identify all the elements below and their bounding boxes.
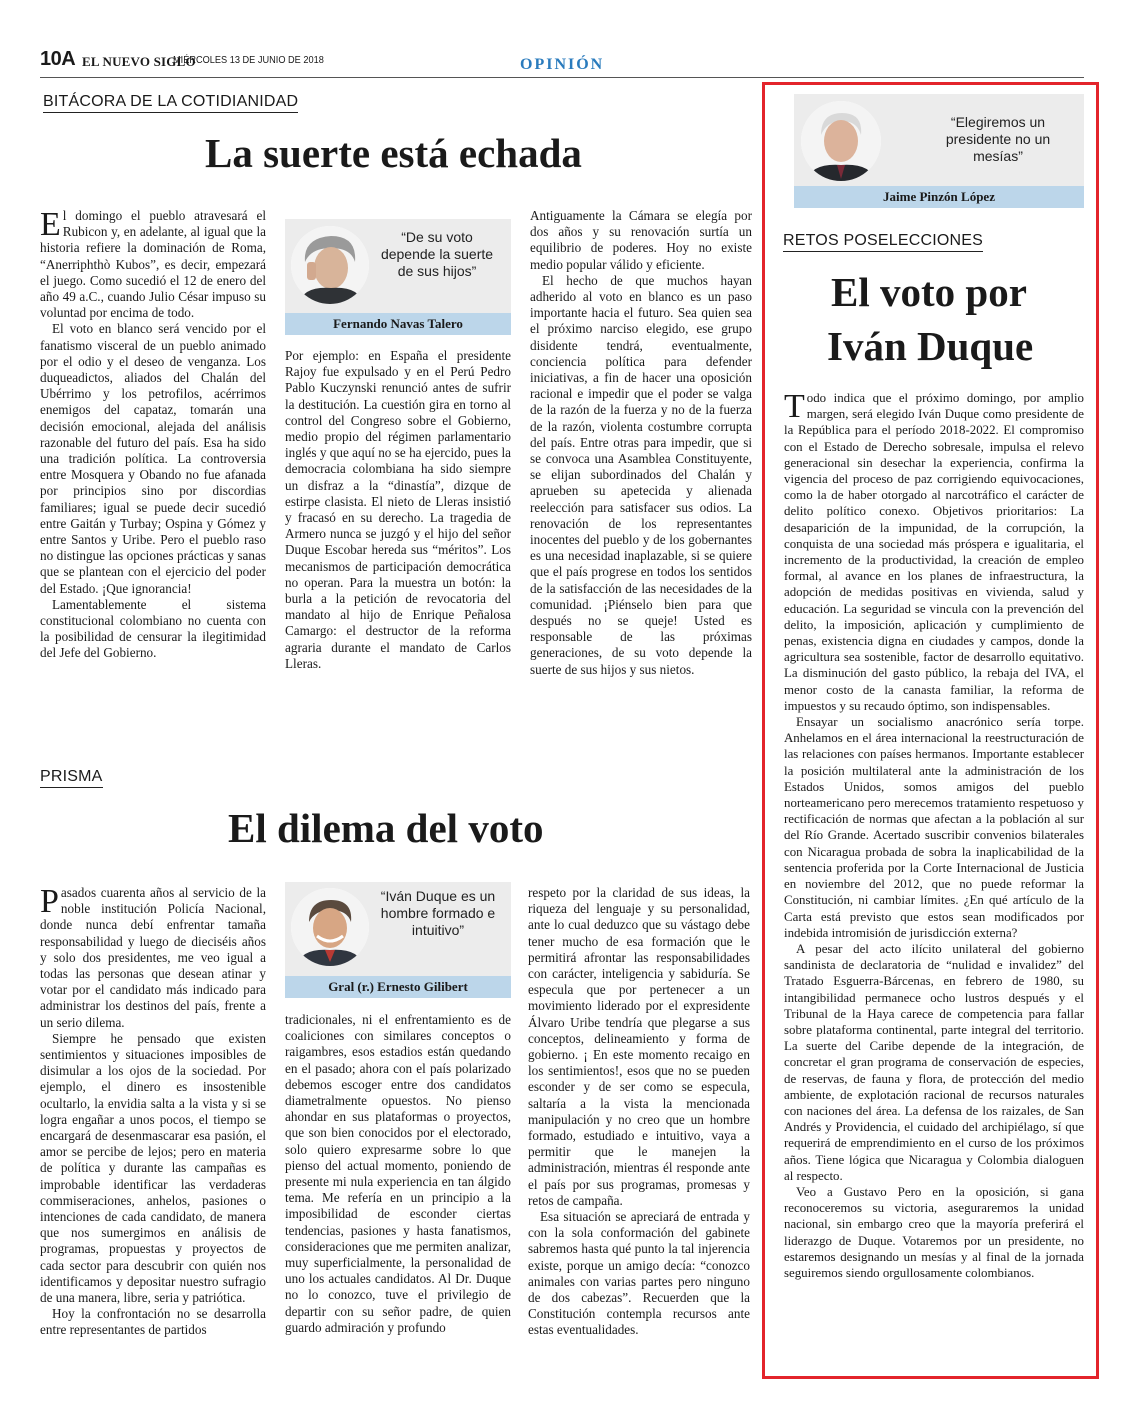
author-photo-icon xyxy=(291,226,369,304)
author-photo-icon xyxy=(801,101,881,181)
pull-quote: “Elegiremos un presidente no un mesías” xyxy=(945,114,1051,164)
article2-column-3: respeto por la claridad de sus ideas, la riqueza del lenguaje y su personalidad, ante lo cual deduzco que su vástago debe tener mucho de esa formación que le permitirá afrontar las responsabilidades con carácter, inteligencia y sabiduría. Se especula que por pertenecer a un movimiento liderado por el expresidente Álvaro Uribe tendría que plegarse a sus conceptos, delineamiento y forma de gobierno. ¡ En este momento recaigo en los sentimientos!, esos que no se pueden esconder y de ser como se especula, saltaría a la vista la mencionada manipulación y no creo que un hombre formado, estudiado e intuitivo, vaya a permitir que le manejen la administración, mientras él responde ante el país por sus programas, promesas y retos de campaña. Esa situación se apreciará de entrada y con la sola conformación del gabinete sabremos hasta qué punto la tal injerencia existe, porque un amigo decía: “conozco animales con varias partes pero ninguno de dos cabezas”. Recuerden que la Constitución contempla recursos ante estas eventualidades. xyxy=(528,885,750,1338)
article1-column-3: Antiguamente la Cámara se elegía por dos años y su renovación surtía un equilibrio de poderes. Hoy no existe medio popular válido y eficiente. El hecho de que muchos hayan adherido al voto en blanco es un paso importante hacia el futuro. Sea quien sea el próximo narciso elegido, ese grupo disidente tendrá, eventualmente, conciencia política para defender iniciativas, a fin de hacer una oposición racional e impedir que el poder se valga de la razón de la fuerza y no de la fuerza de la razón, violenta costumbre corrupta del país. Entre otras para impedir, que si se convoca una Asamblea Constituyente, se elijan subordinados del Chalán y aprueben su apetecida y alienada reelección para satisfacer sus odios. La renovación de los representantes inocentes del pueblo y de los gobernantes es una necesidad inaplazable, si se quiere que el país progrese en todos los sentidos de la satisfacción de las necesidades de la comunidad. ¡Piénselo bien para que después no se queje! Usted es responsable de las próximas generaciones, de su voto depende la suerte de sus hijos y sus nietos. xyxy=(530,208,752,677)
newspaper-name: EL NUEVO SIGLO xyxy=(82,54,196,69)
pull-quote: “Iván Duque es un hombre formado e intuitivo” xyxy=(380,888,496,938)
article3-kicker: RETOS POSELECCIONES xyxy=(783,232,983,252)
section-title: OPINIÓN xyxy=(520,56,605,73)
dropcap: T xyxy=(784,388,805,425)
article2-author-box xyxy=(285,882,511,998)
article1-kicker: BITÁCORA DE LA COTIDIANIDAD xyxy=(43,93,298,113)
article1-column-2: Por ejemplo: en España el presidente Rajoy fue expulsado y en el Perú Pedro Pablo Kuczynski renunció antes de sufrir la destitución. La cuestión gira en torno al control del Congreso sobre el Gobierno, medio propio del régimen parlamentario inglés y que aquí no se ha ejercido, pues la democracia colombiana ha sido siempre un disfraz a la “dinastía”, dizque de estirpe clasista. El nieto de Lleras insistió y fracasó en su derecho. La tragedia de Armero nunca se juzgó y el hijo del señor Duque Escobar hereda sus “méritos”. Los mecanismos de participación democrática no operan. Para la muestra un botón: la burla a la petición de revocatoria del mandato al hijo de Enrique Peñalosa Camargo: el destructor de la reforma agraria durante el mandato de Carlos Lleras. xyxy=(285,348,511,671)
article3-column: Todo indica que el próximo domingo, por amplio margen, será elegido Iván Duque como presidente de la República para el período 2018-2022. El compromiso con el Estado de Derecho sobresale, impulsa el relevo generacional sin desechar la experiencia, confirma la vigencia del proceso de paz corrigiendo equivocaciones, como la de haber otorgado al narcotráfico el carácter de delito político conexo. Objetivos prioritarios: La desaparición de la impunidad, de la corrupción, la conquista de una sociedad más próspera e igualitaria, el incremento de la productividad, la creación de empleo formal, al avance en los planes de infraestructura, la adopción de medidas positivas en vivienda, salud y educación. La seguridad se vincula con la prevención del delito, la imposición, aplicación y cumplimiento de penas, existencia digna en ciudades y campos, donde la agricultura sea sostenible, factor de desarrollo equitativo. La disminución del gasto público, la rebaja del IVA, el menor costo de la canasta familiar, la reforma de impuestos y su recaudo óptimo, son indispensables. Ensayar un socialismo anacrónico sería torpe. Anhelamos en el área internacional la reestructuración de las relaciones con países hermanos. Importante establecer la posición multilateral ante la administración de los Estados Unidos, somos amigos del pueblo norteamericano pero merecemos tratamiento respetuoso y rectificación de normas que afectan a la población al sur del Río Grande. Acertado suscribir convenios bilaterales con Nicaragua probada de sobra la inaplicabilidad de la sentencia proferida por la Corte Internacional de Justicia en noviembre del 2012, que no puede reformar la Constitución, ni cambiar límites. ¿En qué artículo de la Carta está previsto que estos sean modificados por indebida intromisión de jurisdicción externa? A pesar del acto ilícito unilateral del gobierno sandinista de declaratoria de “nulidad e invalidez” del Tratado Esguerra-Bárcenas, en febrero de 1980, su intangibilidad permanece ocho lustros después y el Tribunal de la Haya carece de competencia para fallar sobre plataforma continental, parte integral del territorio. La suerte del Caribe depende de la integración, de concretar el gran programa de conservación de especies, de reservas, de fauna y flora, de protección del medio ambiente, de explotación racional de recursos naturales con naciones del área. La defensa de los raizales, de San Andrés y Providencia, el cuidado del archipiélago, sí que requerirá de emprendimiento en el curso de los próximos años. Tiene lógica que Nicaragua y Colombia dialoguen al respecto. Veo a Gustavo Pero en la oposición, si gana reconoceremos su victoria, aseguraremos la unidad nacional, sin embargo creo que la mayoría preferirá el liderazgo de Duque. Votaremos por un presidente, no estaremos designando un mesías y al final de la jornada seguiremos siendo orgullosamente colombianos. xyxy=(784,388,1084,1280)
author-name: Jaime Pinzón López xyxy=(794,186,1084,208)
author-photo-icon xyxy=(291,888,369,966)
author-portrait xyxy=(291,226,369,304)
page-number: 10A xyxy=(40,48,76,70)
article1-headline: La suerte está echada xyxy=(205,130,582,176)
author-portrait xyxy=(291,888,369,966)
article2-column-2: tradicionales, ni el enfrentamiento es de coaliciones con similares conceptos o raigambres, esos estadios están quedando en el pasado; ahora con el país polarizado debemos escoger entre dos candidatos diametralmente opuestos. No pienso ahondar en sus plataformas o proyectos, que son bien conocidos por el electorado, solo quiero expresarme sobre lo que pienso del actual momento, poniendo de presente mi nula experiencia en tan álgido tema. Me refería en un principio a la imposibilidad de esconder ciertas tendencias, pasiones y hasta fanatismos, consideraciones que me permiten analizar, muy superficialmente, la personalidad de uno los actuales candidatos. Al Dr. Duque no lo conozco, tuve el privilegio de departir con su señor padre, de quien guardo admiración y profundo xyxy=(285,1012,511,1335)
masthead xyxy=(40,48,1084,78)
article2-kicker: PRISMA xyxy=(40,768,103,788)
article2-headline: El dilema del voto xyxy=(228,805,544,851)
dropcap: E xyxy=(40,206,61,243)
article1-column-1: El domingo el pueblo atravesará el Rubicon y, en adelante, al igual que la historia refiere la dominación de Roma, “Anerriphthò Kubos”, es decir, empezará el juego. Como sucedió el 12 de enero del año 49 a.C., cuando Julio César impuso su voluntad por encima de todo. El voto en blanco será vencido por el fanatismo visceral de un pueblo animado por el odio y el deseo de venganza. Los duqueadictos, aliados del Chalán del Ubérrimo y los petrofilos, acérrimos enemigos del capataz, tomarán una decisión emocional, alejada del análisis razonable del futuro del país. Esa ha sido una tradición política. La controversia entre Mosquera y Obando no fue afanada por principios sino por discordias familiares; igual se puede decir sucedió entre Gaitán y Turbay; Ospina y Gómez y entre Santos y Uribe. Pero el pueblo raso no distingue las opciones prácticas y sanas que se plantean con el ejercicio del poder del Estado. ¡Que ignorancia! Lamentablemente el sistema constitucional colombiano no cuenta con la posibilidad de censurar la ilegitimidad del Jefe del Gobierno. xyxy=(40,206,266,661)
article2-column-1: Pasados cuarenta años al servicio de la noble institución Policía Nacional, donde nunca debí enfrentar tamaña responsabilidad y luego de dieciséis años y solo dos presidentes, me veo igual a todas las personas que desean atinar y votar por el candidato más indicado para administrar los destinos del país, frente a un serio dilema. Siempre he pensado que existen sentimientos y situaciones imposibles de disimular a los ojos de la sociedad. Por ejemplo, el dinero es insostenible ocultarlo, la envidia salta a la vista y si se logra engañar a unos pocos, el tiempo se encargará de desenmascarar esa pasión, el amor se percibe de lejos; pero en materia de política y durante las campañas es improbable identificar las verdaderas commiseraciones, anhelos, pasiones o intenciones de cada candidato, de manera que nos sumergimos en análisis de programas, propuestas y proyectos de cada sector para descubrir con quién nos identificamos y depositar nuestro sufragio de una manera, libre, seria y patriótica. Hoy la confrontación no se desarrolla entre representantes de partidos xyxy=(40,883,266,1338)
article3-headline-line1: El voto por xyxy=(831,269,1027,315)
author-name: Fernando Navas Talero xyxy=(285,313,511,335)
issue-date: MIÉRCOLES 13 DE JUNIO DE 2018 xyxy=(173,55,324,66)
article3-headline-line2: Iván Duque xyxy=(827,323,1034,369)
dropcap: P xyxy=(40,883,59,920)
pull-quote: “De su voto depende la suerte de sus hijos” xyxy=(380,229,494,279)
article1-author-box xyxy=(285,219,511,335)
author-portrait xyxy=(801,101,881,181)
author-name: Gral (r.) Ernesto Gilibert xyxy=(285,976,511,998)
article3-author-box xyxy=(794,94,1084,208)
